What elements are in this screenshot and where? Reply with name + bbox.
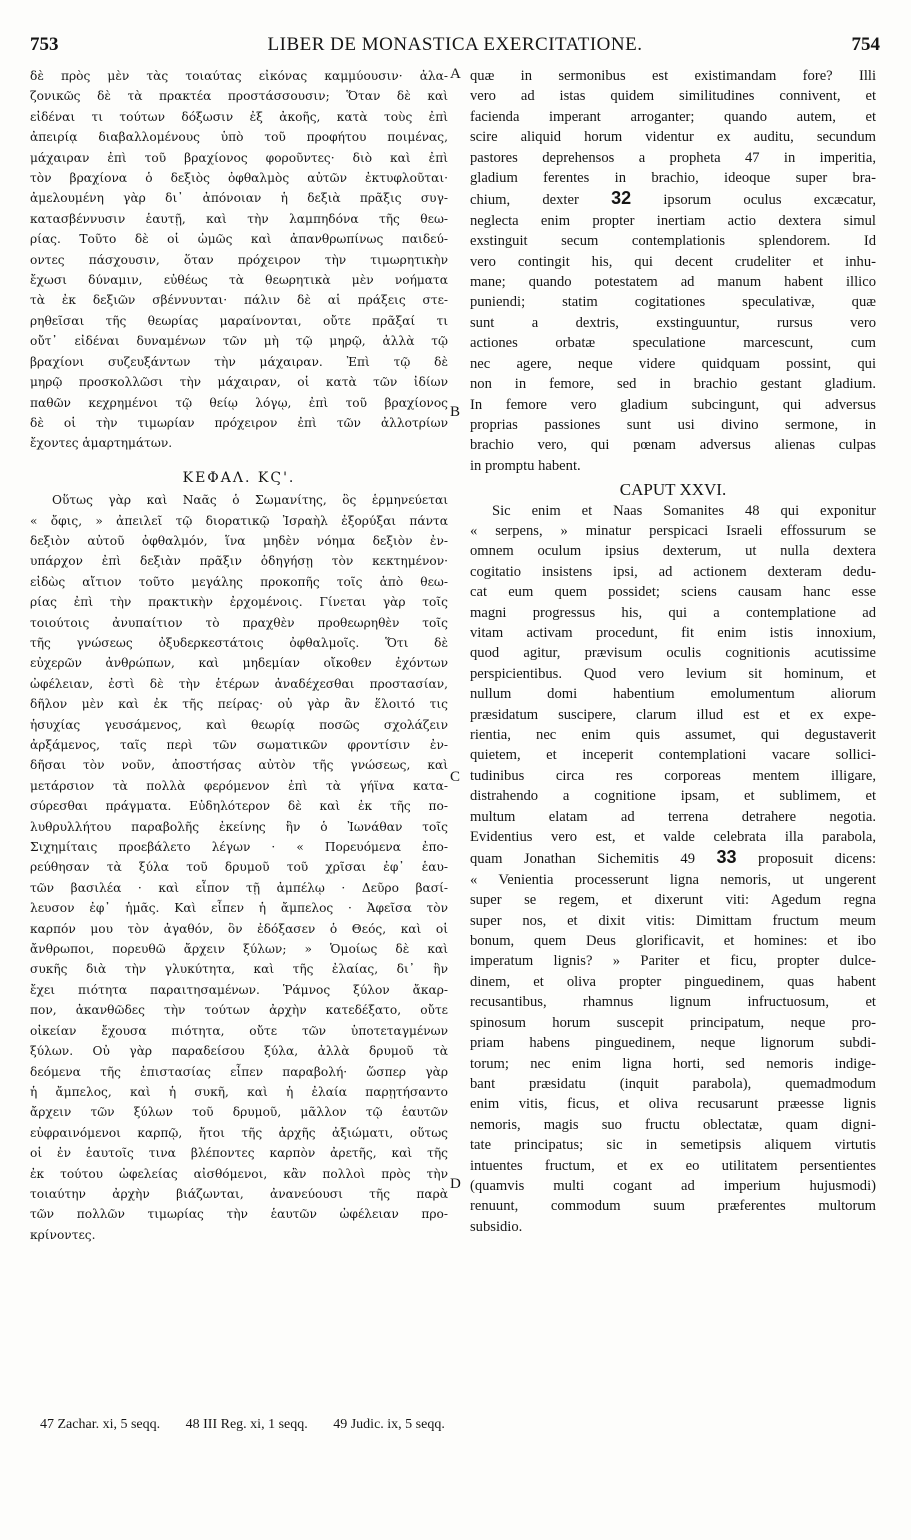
latin-text-line: nec agere, neque videre quidquam possint, qui xyxy=(470,355,876,372)
greek-text-line: οὔτ᾽ εἰδέναι δυναμένων τῶν μὴ τῷ μηρῷ, ἀλλὰ τῷ xyxy=(30,334,448,349)
latin-text-line: multum elatam ad terrena detrahere negotia. xyxy=(470,808,876,825)
greek-text-line: πον, ἀκανθῶδες τὴν τούτων ἀρχὴν κατεδέξατο, οὔτε xyxy=(30,1003,448,1018)
greek-text-line: εὐχερῶν ἀνθρώπων, καὶ μηδεμίαν οἴκοθεν ἐχόντων xyxy=(30,656,448,671)
latin-text-line: rientia, nec enim quis assumet, qui degustaverit xyxy=(470,727,876,743)
latin-text-line xyxy=(470,847,876,869)
greek-column xyxy=(30,66,448,1245)
latin-text-line: puniendi; statim cogitationes speculativæ, quæ xyxy=(470,294,876,311)
page-number-right: 754 xyxy=(851,34,880,55)
latin-text-line: super se regem, et dixerunt viti: Agedum regna xyxy=(470,892,876,909)
latin-text-line: neglecta enim propter inertiam actio dextera simul xyxy=(470,212,876,229)
latin-text-line: recusantibus, rhamnus lignum infructuosum, et xyxy=(470,994,876,1011)
latin-text-line: bant præsidatu (inquit parabola), quemadmodum xyxy=(470,1075,876,1092)
greek-text-line: μετάρσιον τὰ πολλὰ φερόμενον ἐπὶ τὰ γήϊνα κατα- xyxy=(30,778,448,793)
greek-text-line: ρίας ἐπὶ τὴν πρακτικὴν ἐρχομένοις. Γίνεται γὰρ τοῖς xyxy=(30,595,448,610)
latin-text-line: mane; quando potestatem ad manum habent illico xyxy=(470,274,876,291)
latin-text-line: quietem, et inceperit contemplationi vacare sollici- xyxy=(470,747,876,764)
greek-text-line: ἔχει πιότητα παραιτησαμένων. Ῥάμνος ξύλον ἄκαρ- xyxy=(30,982,448,997)
greek-text-line: τοιούτοις ἀνυπαίτιον τὸ πραχθὲν προθεωρηθὲν τοῖς xyxy=(30,615,448,630)
greek-chapter-heading: ΚΕΦΑΛ. ΚϚ'. xyxy=(182,469,296,486)
greek-text-line: ξύλων. Οὐ γὰρ παραδείσου ξύλα, ἀλλὰ δρυμοῦ τὰ xyxy=(30,1044,448,1059)
latin-text-line: quæ in sermonibus est existimandam fore? Illi xyxy=(470,68,876,84)
latin-text-line: (quamvis multi cogant ad imperium hujusmodi) xyxy=(470,1177,876,1194)
latin-text-line: spinosum horum suscepit principatum, neque pro- xyxy=(470,1014,876,1031)
latin-text-line: cat eum quem possidet; sciens causam hanc esse xyxy=(470,584,876,601)
column-number-32: 32 xyxy=(611,188,632,209)
greek-text-line: υπάρχον ἐπὶ δεξιὰν πρᾶξιν ὁδηγήσῃ τὸν κεκτημένον· xyxy=(30,554,448,569)
greek-text-line: τῆς γνώσεως ὀξυδερκεστάτοις ὀφθαλμοῖς. Ὅτι δὲ xyxy=(30,635,448,650)
greek-text-line: παθῶν κεχρημένοι τῷ θείῳ λόγῳ, ἐπὶ τοῦ βραχίονος xyxy=(30,395,448,410)
latin-text-line: vero ad istas quidem similitudines connivent, et xyxy=(470,88,876,105)
latin-text-line: magni progressus his, qui a contemplatione ad xyxy=(470,604,876,621)
greek-text-line: ἀμελουμένη γὰρ δι᾽ ἀπόνοιαν ἡ δεξιὰ πρᾶξις συγ- xyxy=(30,191,448,206)
greek-text-line: οἱ ἐν ἑαυτοῖς τινα βλέποντες καρπὸν ἀρετῆς, καὶ τῆς xyxy=(30,1146,448,1161)
greek-text-line: λευσον ἐφ᾽ ἡμᾶς. Καὶ εἶπεν ἡ ἄμπελος · Ἀφεῖσα τὸν xyxy=(30,901,448,916)
latin-text-line: quod agitur, prævisum oculis cognitionis acutissime xyxy=(470,645,876,662)
greek-text-line: τῶν πολλῶν τιμωρίας τὴν ἑαυτῶν ὠφέλειαν προ- xyxy=(30,1207,448,1222)
greek-text-line: λυθρυλλήτου παραβολῆς ἐκείνης ἣν ὁ Ἰωνάθαν τοῖς xyxy=(30,819,448,834)
greek-text-line: οἰκείαν ἔχουσα πιότητα, οὔτε τῶν ὑποτεταγμένων xyxy=(30,1023,448,1038)
greek-text-line: δεξιὸν αὐτοῦ ὀφθαλμόν, ἵνα μηδὲν νόημα δεξιὸν ἐν- xyxy=(30,533,448,548)
greek-text-line: τὸν βραχίονα ὁ δεξιὸς ὀφθαλμὸς αὐτῶν ἐκτυφλοῦται· xyxy=(30,171,448,186)
greek-text-line: τοιαύτην ἀρχὴν βιάζωνται, ἀνανεύουσι τῆς παρὰ xyxy=(30,1186,448,1201)
greek-text-line: Οὕτως γὰρ καὶ Ναᾶς ὁ Σωμανίτης, ὃς ἑρμηνεύεται xyxy=(52,493,448,508)
greek-text-line: εἰδὼς αἴτιον τοῦτο μεγάλης προκοπῆς τοῖς ἀπὸ θεω- xyxy=(30,574,448,589)
greek-text-line: ἄνθρωποι, πορευθῶ ἄρχειν ξύλων; » Ὁμοίως δὲ καὶ xyxy=(30,942,448,957)
margin-letter-c: C xyxy=(450,769,461,785)
latin-text-line: torum; nec enim ligna horti, sed nemoris indige- xyxy=(470,1055,876,1072)
footnote-49: 49 Judic. ix, 5 seqq. xyxy=(333,1417,445,1432)
latin-text-line: nemoris, magis suo fructu oblectatæ, quam digni- xyxy=(470,1116,876,1133)
latin-line-fragment: chium, dexter xyxy=(470,192,579,209)
margin-letter-d: D xyxy=(450,1176,461,1192)
latin-text-line: pastores deprehensos a propheta 47 in imperitia, xyxy=(470,149,876,166)
greek-text-line: βραχίονι συζευξάντων τὴν μάχαιραν. Ἐπὶ τῷ δὲ xyxy=(30,354,448,369)
greek-text-line: ρεύθησαν τὰ ξύλα τοῦ δρυμοῦ τοῦ χρῖσαι ἐφ᾽ ἑαυ- xyxy=(30,860,448,875)
greek-text-line: ἄρχειν τῶν ξύλων τοῦ δρυμοῦ, μᾶλλον τῷ ἑαυτῶν xyxy=(30,1105,448,1120)
latin-text-line: præsidatum suscipere, clarum illud est et ex expe- xyxy=(470,706,876,723)
greek-text-line: Σιχημίταις προεβάλετο λέγων · « Πορευόμενα ἐπο- xyxy=(30,840,448,855)
latin-text-line: nullum domi habentium emolumentum aliorum xyxy=(470,686,876,703)
greek-text-line: μάχαιραν ἐπὶ τοῦ βραχίονος φοροῦντες· διὸ καὶ ἐπὶ xyxy=(30,150,448,165)
greek-text-line: σύρεσθαι πράγματα. Εὐδηλότερον δὲ καὶ ἐκ τῆς πο- xyxy=(30,799,448,814)
footnote-47: 47 Zachar. xi, 5 seqq. xyxy=(40,1417,161,1432)
running-header xyxy=(30,34,880,64)
greek-text-line: τῶν βασιλέα · καὶ εἶπον τῇ ἀμπέλῳ · Δεῦρο βασί- xyxy=(30,880,448,895)
latin-text-line: distrahendo a cognitione ipsam, et sublimem, et xyxy=(470,788,876,805)
greek-text-line: κατασβέννυσιν ἑαυτῇ, καὶ τὴν λαμπηδόνα τῆς θεω- xyxy=(30,211,448,226)
latin-text-line: omnem oculum ipsius dexterum, ut nulla dextera xyxy=(470,543,876,560)
latin-text-line: renuunt, commodum suum præferentes multorum xyxy=(470,1198,876,1215)
latin-text-line: « serpens, » minatur perspicaci Israeli effossurum se xyxy=(470,522,876,539)
latin-text-line: Sic enim et Naas Somanites 48 qui exponitur xyxy=(492,502,876,519)
latin-text-line: scire aliquid horum videntur ex auditu, secundum xyxy=(470,129,876,146)
latin-column xyxy=(470,66,876,1237)
greek-text-line: ἡ ἄμπελος, καὶ ἡ συκῆ, καὶ ἡ ἐλαία παρῃτήσαντο xyxy=(30,1084,448,1099)
greek-text-line: εὐφραινόμενοι καρπῷ, ἤτοι τῆς ἀρχῆς ἀξιώματι, οὕτως xyxy=(30,1125,448,1140)
latin-text-line: priam habens pinguedinem, neque lignorum subdi- xyxy=(470,1035,876,1052)
latin-text-line: « Venientia processerunt ligna nemoris, ut ungerent xyxy=(470,871,876,888)
latin-text-line: intuentes fructum, et ex eo utilitatem persentientes xyxy=(470,1157,876,1174)
greek-text-line: ρηθεῖσαι τῆς θεωρίας μαραίνονται, οὔτε πρᾶξαί τι xyxy=(30,313,448,328)
running-title: LIBER DE MONASTICA EXERCITATIONE. xyxy=(267,34,643,55)
greek-text-line: ἀρξάμενος, ταῖς περὶ τῶν σωματικῶν φροντίσιν ἐν- xyxy=(30,738,448,752)
greek-text-line: ρίας. Τοῦτο δὲ οἱ ὠμῶς καὶ ἀπανθρωπίνως παιδεύ- xyxy=(30,232,448,247)
greek-text-line: « ὄφις, » ἀπειλεῖ τῷ διορατικῷ Ἰσραὴλ ἐξορύξαι πάντα xyxy=(30,513,448,528)
latin-text-line: vitam activam procedunt, fit enim istis innoxium, xyxy=(470,624,876,641)
latin-text-line: subsidio. xyxy=(470,1218,523,1235)
greek-text-line: δῆλον μὲν καὶ ἐκ τῆς πείρας· οὐ γὰρ ἂν ἕλοιτό τις xyxy=(30,697,448,712)
latin-text-line: proprias passiones sunt usi divino sermone, in xyxy=(470,416,876,433)
greek-text-line: ἀπειρίᾳ διαβαλλομένους ὑπὸ τοῦ προφήτου ποιμένας, xyxy=(30,130,448,145)
latin-text-line: tate principatus; sic in semetipsis aliquem virtutis xyxy=(470,1137,876,1154)
latin-text-line: tudinibus circa res corporeas mentem illigare, xyxy=(470,767,876,784)
greek-text-line: εἰδέναι τι τούτων δόξωσιν ἐξ ἀκοῆς, κατὰ τοὺς ἐπὶ xyxy=(30,109,448,124)
latin-text-line: exstinguit secum contemplationis splendorem. Id xyxy=(470,233,876,250)
latin-text-line: Evidentius vero est, et valde celebrata illa parabola, xyxy=(470,829,876,846)
greek-text-line: μηρῷ προσκολλῶσι τὴν μάχαιραν, οἱ κατὰ τῶν ἰδίων xyxy=(30,375,448,390)
column-number-33: 33 xyxy=(716,847,737,868)
greek-text-line: ζονικῶς δὲ τὰ πρακτέα προστάσσουσιν; Ὅταν δὲ καὶ xyxy=(30,89,448,104)
margin-letter-b: B xyxy=(450,404,461,420)
latin-text-line: enim vitis, ficus, et oliva recusarunt præesse lignis xyxy=(470,1096,876,1113)
greek-text-line: ἐκ τούτου ὠφελείας αἰσθόμενοι, κἂν πολλοὶ πρὸς τὴν xyxy=(30,1166,448,1181)
latin-text-line: bonum, quem Deus glorificavit, et homines: et ibo xyxy=(470,933,876,950)
latin-line-fragment: proposuit dicens: xyxy=(758,851,876,868)
greek-text-line: δῆσαι τὸν νοῦν, ἀποστήσας αὐτὸν τῆς γνώσεως, καὶ xyxy=(30,758,448,773)
latin-text-line: super nos, et dixit vitis: Dimittam fructum meum xyxy=(470,912,876,929)
greek-text-line: τὰ ἐκ δεξιῶν σβέννυνται· πάλιν δὲ αἱ πράξεις στε- xyxy=(30,293,448,308)
greek-text-line: ὠφέλειαν, ἐστὶ δὲ τὴν ἑτέρων ἀναδέχεσθαι προστασίαν, xyxy=(30,676,448,691)
greek-text-line: ἔχωσι δύναμιν, εὐθέως τὰ θεωρητικὰ μὲν νοήματα xyxy=(30,273,448,288)
greek-text-line: κρίνοντες. xyxy=(30,1227,96,1242)
greek-text-line: δὲ οἱ τὴν τιμωρίαν πρόχειρον ἐπὶ τῶν ἀλλοτρίων xyxy=(30,415,448,430)
greek-text-line: οντες πάσχουσιν, ὅταν πρόχειρον τὴν τιμωρητικὴν xyxy=(30,252,448,267)
greek-text-line: δὲ πρὸς μὲν τὰς τοιαύτας εἰκόνας καμμύουσιν· ἀλα- xyxy=(30,69,448,83)
greek-text-line: συκῆς διὰ τὴν γλυκύτητα, καὶ τῆς ἐλαίας, δι᾽ ἣν xyxy=(30,962,448,977)
latin-text-line: perspicientibus. Quod vero levium sit hominum, et xyxy=(470,665,876,682)
footnote-48: 48 III Reg. xi, 1 seqq. xyxy=(185,1417,308,1432)
latin-text-line: sunt a dextris, exstinguuntur, rursus vero xyxy=(470,314,876,331)
latin-chapter-heading: CAPUT XXVI. xyxy=(619,480,727,500)
greek-text-line: καρπόν μου τὸν ἀγαθόν, ὃν ἐδόξασεν ὁ Θεός, καὶ οἱ xyxy=(30,921,448,936)
latin-text-line: vero contingit his, qui decent crudeliter et inhu- xyxy=(470,253,876,270)
latin-text-line: facienda imperant arroganter; quando autem, et xyxy=(470,108,876,125)
latin-text-line: cogitatio insistens ipsi, ad actionem dexteram dedu- xyxy=(470,563,876,580)
latin-text-line: in promptu habent. xyxy=(470,457,581,474)
latin-text-line: brachio vero, qui pœnam adversus alienas culpas xyxy=(470,437,876,454)
latin-line-fragment: ipsorum oculus excæcatur, xyxy=(663,192,876,209)
footnotes xyxy=(40,1415,880,1435)
page-number-left: 753 xyxy=(30,34,59,55)
latin-text-line: In femore vero gladium subcingunt, qui adversus xyxy=(470,396,876,413)
greek-text-line: ἔχοντες ἁμαρτημάτων. xyxy=(30,436,173,451)
latin-text-line: actiones orbatæ speculatione marcescunt, cum xyxy=(470,335,876,352)
margin-letter-a: A xyxy=(450,66,461,82)
latin-text-line: gladium ferentes in brachio, ideoque super bra- xyxy=(470,170,876,187)
latin-text-line: dinem, et oliva propter pinguedinem, quas habent xyxy=(470,973,876,990)
latin-text-line: imperatum lignis? » Pariter et ficu, propter dulce- xyxy=(470,953,876,970)
greek-text-line: δεόμενα τῆς ἐπιστασίας εἶπεν παραβολή· ὥσπερ γὰρ xyxy=(30,1064,448,1079)
latin-line-fragment: quam Jonathan Sichemitis 49 xyxy=(470,851,695,868)
greek-text-line: ἡσυχίας γευσάμενος, καὶ θεωρίᾳ ποσῶς σχολάζειν xyxy=(30,717,448,732)
latin-text-line: non in femore, sed in brachio gestant gladium. xyxy=(470,376,876,393)
latin-text-line xyxy=(470,188,876,210)
